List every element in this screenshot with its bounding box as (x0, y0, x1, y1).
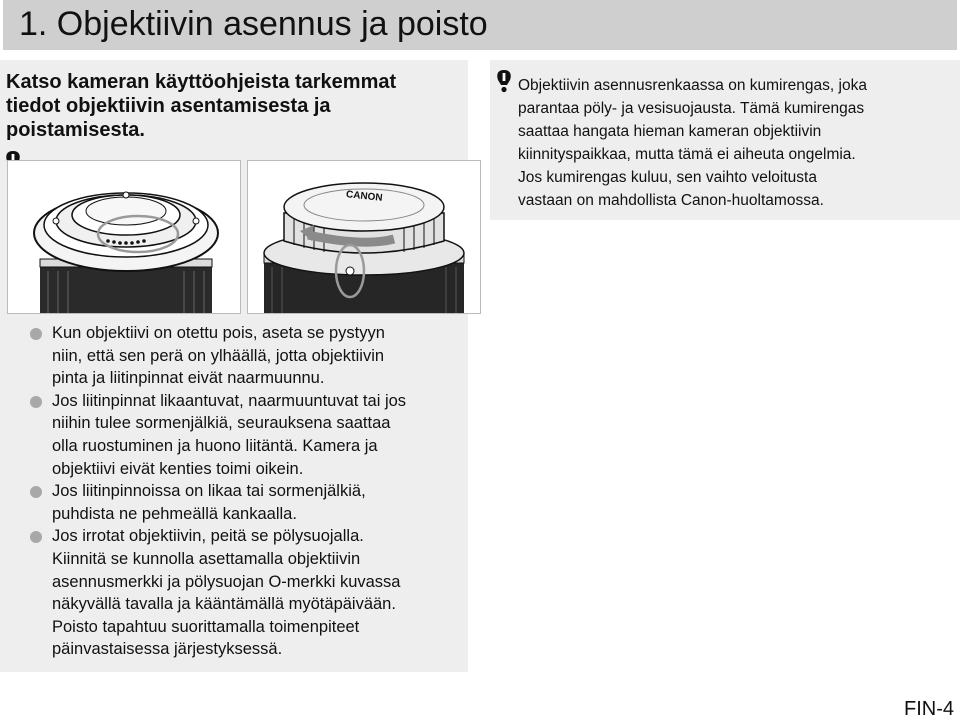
lens-mount-drawing (8, 161, 240, 313)
caution-line: parantaa pöly- ja vesisuojausta. Tämä kumirengas (518, 100, 865, 117)
list-item-line: niin, että sen perä on ylhäällä, jotta objektiivin (52, 346, 385, 365)
lens-mount-illustration (7, 160, 241, 314)
list-item-line: päinvastaisessa järjestyksessä. (52, 640, 283, 659)
exclamation-warning-icon (494, 69, 514, 93)
list-item-line: olla ruostuminen ja huono liitäntä. Kamera ja (52, 436, 378, 455)
dust-cap-drawing (248, 161, 480, 313)
instruction-list (30, 322, 460, 661)
list-item (30, 390, 460, 480)
list-item-line: asennusmerkki ja pölysuojan O-merkki kuvassa (52, 572, 401, 591)
caution-line: vastaan on mahdollista Canon-huoltamossa. (518, 192, 824, 209)
dust-cap-brand: CANON (345, 189, 384, 204)
caution-text (518, 74, 948, 212)
caution-line: kiinnityspaikkaa, mutta tämä ei aiheuta ongelmia. (518, 146, 856, 163)
list-item (30, 480, 460, 525)
list-item-line: näkyvällä tavalla ja kääntämällä myötäpäivään. (52, 595, 396, 614)
bullet-icon (30, 396, 42, 408)
list-item-line: Jos irrotat objektiivin, peitä se pölysuojalla. (52, 527, 364, 546)
title-bar (3, 0, 957, 50)
caution-line: saattaa hangata hieman kameran objektiivin (518, 123, 822, 140)
page-number: FIN-4 (904, 698, 954, 720)
list-item-line: Kun objektiivi on otettu pois, aseta se pystyyn (52, 324, 385, 342)
list-item-line: niihin tulee sormenjälkiä, seurauksena saattaa (52, 414, 391, 433)
bullet-icon (30, 328, 42, 340)
list-item-line: Jos liitinpinnat likaantuvat, naarmuuntuvat tai jos (52, 391, 407, 410)
intro-line: Katso kameran käyttöohjeista tarkemmat (6, 71, 397, 93)
intro-line: poistamisesta. (6, 119, 145, 141)
page-title: 1. Objektiivin asennus ja poisto (19, 5, 488, 43)
list-item-line: Kiinnitä se kunnolla asettamalla objektiivin (52, 549, 361, 568)
intro-text (6, 70, 446, 142)
list-item-line: puhdista ne pehmeällä kankaalla. (52, 504, 297, 523)
dust-cap-illustration (247, 160, 481, 314)
list-item-line: objektiivi eivät kenties toimi oikein. (52, 459, 304, 478)
list-item-line: Jos liitinpinnoissa on likaa tai sormenjälkiä, (52, 482, 366, 501)
caution-line: Jos kumirengas kuluu, sen vaihto veloitusta (518, 169, 817, 186)
list-item-line: Poisto tapahtuu suorittamalla toimenpiteet (52, 617, 360, 636)
list-item (30, 525, 460, 661)
list-item-line: pinta ja liitinpinnat eivät naarmuunnu. (52, 369, 325, 388)
intro-line: tiedot objektiivin asentamisesta ja (6, 95, 331, 117)
caution-line: Objektiivin asennusrenkaassa on kumirengas, joka (518, 77, 867, 94)
list-item (30, 322, 460, 390)
